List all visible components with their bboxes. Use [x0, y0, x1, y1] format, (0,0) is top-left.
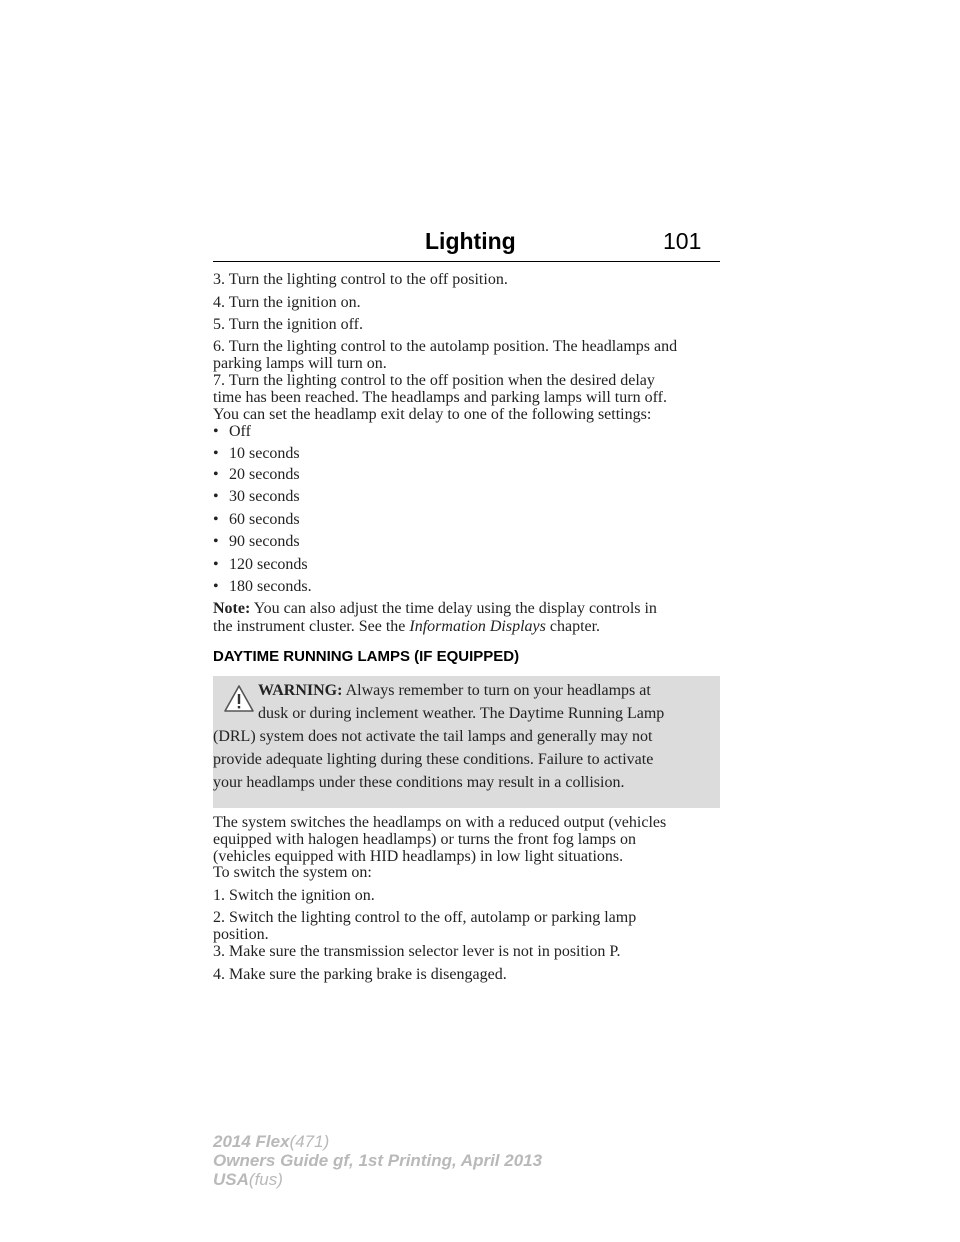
list-item: • Off	[213, 423, 251, 440]
warning-box	[213, 676, 720, 808]
footer-region: USA(fus)	[213, 1170, 283, 1189]
bullet-icon: •	[213, 511, 219, 528]
step-5: 5. Turn the ignition off.	[213, 316, 363, 333]
bullet-icon: •	[213, 533, 219, 550]
warning-line: provide adequate lighting during these conditions. Failure to activate	[213, 751, 654, 768]
warning-line: dusk or during inclement weather. The Daytime Running Lamp	[258, 705, 665, 722]
warning-line: your headlamps under these conditions may result in a collision.	[213, 774, 625, 791]
list-item: • 60 seconds	[213, 511, 300, 528]
step-7: 7. Turn the lighting control to the off position when the desired delay time has been reached. The headlamps and parking lamps will turn off. You can set the headlamp exit delay to one of the following settings:	[213, 372, 667, 423]
drl-intro: To switch the system on:	[213, 864, 372, 881]
bullet-icon: •	[213, 423, 219, 440]
list-item: • 20 seconds	[213, 466, 300, 483]
drl-step-2: 2. Switch the lighting control to the off, autolamp or parking lamp position.	[213, 909, 637, 943]
warning-line: WARNING: Always remember to turn on your headlamps at	[258, 682, 651, 699]
drl-step-1: 1. Switch the ignition on.	[213, 887, 375, 904]
list-item: • 180 seconds.	[213, 578, 312, 595]
drl-step-4: 4. Make sure the parking brake is disengaged.	[213, 966, 507, 983]
warning-triangle-icon	[223, 684, 255, 714]
page-header-title: Lighting	[425, 228, 516, 254]
drl-step-3: 3. Make sure the transmission selector lever is not in position P.	[213, 943, 621, 960]
step-4: 4. Turn the ignition on.	[213, 294, 361, 311]
header-rule	[213, 261, 720, 262]
list-item: • 10 seconds	[213, 445, 300, 462]
note: Note: You can also adjust the time delay using the display controls in the instrument cluster. See the Information Displays chapter.	[213, 600, 657, 635]
footer-edition: Owners Guide gf, 1st Printing, April 2013	[213, 1151, 543, 1170]
chapter-reference: Information Displays	[409, 618, 546, 635]
note-label: Note:	[213, 600, 251, 617]
bullet-icon: •	[213, 488, 219, 505]
bullet-icon: •	[213, 556, 219, 573]
section-heading: DAYTIME RUNNING LAMPS (IF EQUIPPED)	[213, 648, 520, 665]
step-3: 3. Turn the lighting control to the off position.	[213, 271, 508, 288]
step-6: 6. Turn the lighting control to the autolamp position. The headlamps and parking lamps will turn on.	[213, 338, 678, 372]
drl-description: The system switches the headlamps on with a reduced output (vehicles equipped with halogen headlamps) or turns the front fog lamps on (vehicles equipped with HID headlamps) in low light situations.	[213, 814, 667, 865]
footer-model: 2014 Flex(471)	[213, 1132, 330, 1151]
page-number: 101	[663, 228, 702, 254]
list-item: • 90 seconds	[213, 533, 300, 550]
bullet-icon: •	[213, 466, 219, 483]
warning-line: (DRL) system does not activate the tail lamps and generally may not	[213, 728, 653, 745]
list-item: • 120 seconds	[213, 556, 308, 573]
bullet-icon: •	[213, 445, 219, 462]
list-item: • 30 seconds	[213, 488, 300, 505]
warning-label: WARNING:	[258, 682, 343, 699]
bullet-icon: •	[213, 578, 219, 595]
